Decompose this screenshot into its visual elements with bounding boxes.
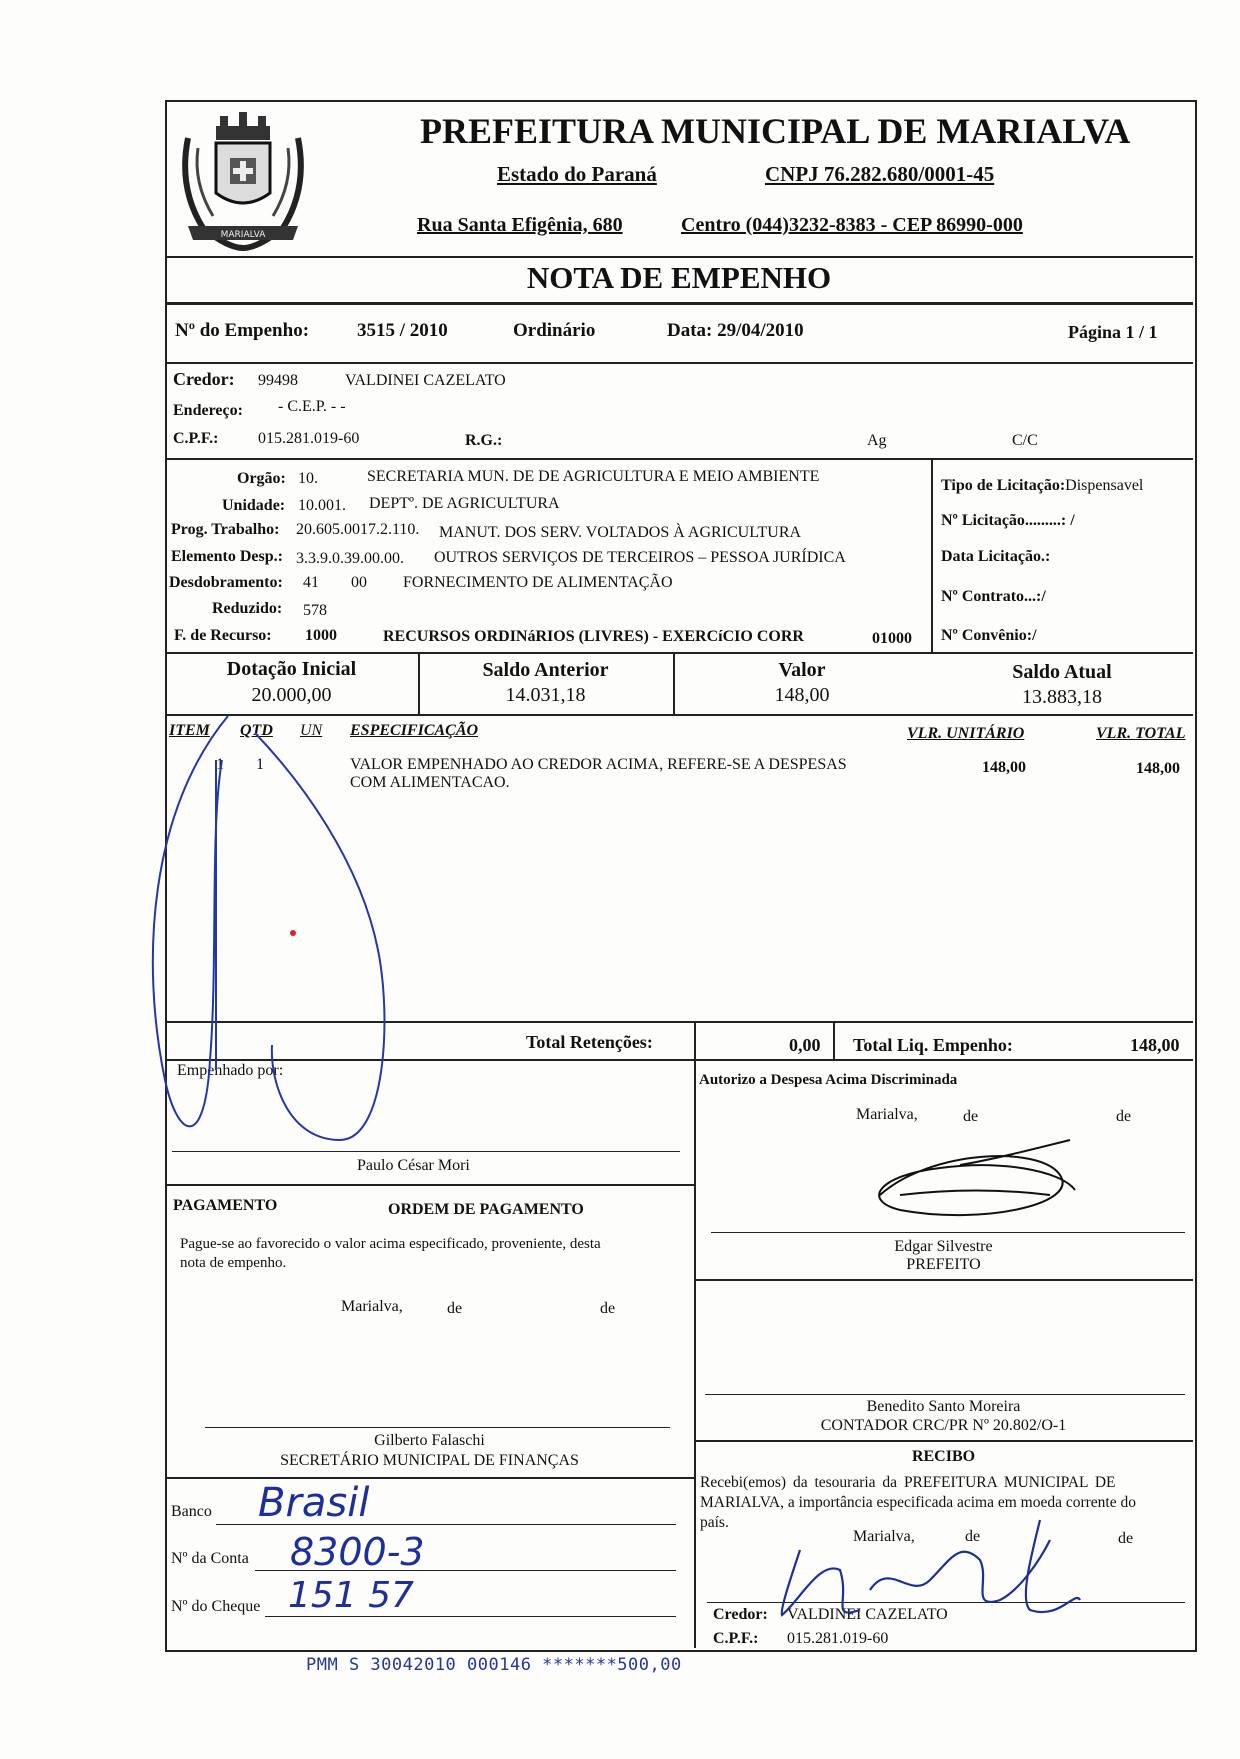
saldo-anterior-label: Saldo Anterior	[482, 659, 609, 681]
row-desc-line2: COM ALIMENTACAO.	[350, 774, 510, 791]
empenho-type: Ordinário	[513, 320, 596, 341]
credor-name: VALDINEI CAZELATO	[345, 372, 506, 389]
tipo-licitacao-value: Dispensavel	[1065, 477, 1144, 494]
col-item: ITEM	[169, 722, 210, 739]
elemento-code: 3.3.9.0.39.00.00.	[296, 550, 404, 567]
endereco-label: Endereço:	[173, 402, 243, 419]
unidade-desc: DEPTº. DE AGRICULTURA	[369, 495, 560, 512]
conta-label: Nº da Conta	[171, 1550, 249, 1567]
cc-label: C/C	[1012, 432, 1038, 449]
elemento-label: Elemento Desp.:	[171, 548, 283, 565]
autorizo-label: Autorizo a Despesa Acima Discriminada	[699, 1072, 958, 1088]
unidade-code: 10.001.	[298, 497, 346, 514]
fonte-label: F. de Recurso:	[174, 627, 272, 644]
empenhado-label: Empenhado por:	[177, 1062, 284, 1079]
ag-label: Ag	[867, 432, 887, 449]
ink-dot	[290, 930, 296, 936]
autorizo-place: Marialva,	[856, 1106, 918, 1123]
row-qtd: 1	[256, 756, 264, 773]
reduzido-label: Reduzido:	[212, 600, 283, 617]
recibo-text-3: país.	[700, 1514, 729, 1531]
desdobramento-code: 41	[303, 574, 319, 591]
elemento-desc: OUTROS SERVIÇOS DE TERCEIROS – PESSOA JURÍDICA	[434, 549, 846, 566]
empenho-number: 3515 / 2010	[357, 320, 448, 341]
saldo-atual-label: Saldo Atual	[1012, 661, 1112, 683]
col-un: UN	[300, 722, 323, 739]
pagamento-de-1: de	[447, 1300, 463, 1317]
row-desc-line1: VALOR EMPENHADO AO CREDOR ACIMA, REFERE-SE A DESPESAS	[350, 756, 847, 773]
row-item: 1	[216, 756, 224, 773]
pagamento-text-2: nota de empenho.	[180, 1255, 287, 1271]
recibo-place: Marialva,	[853, 1528, 915, 1545]
dotacao-value: 20.000,00	[251, 684, 332, 706]
recibo-de-2: de	[1118, 1530, 1134, 1547]
orgao-desc: SECRETARIA MUN. DE DE AGRICULTURA E MEIO AMBIENTE	[367, 468, 820, 485]
recibo-de-1: de	[965, 1528, 981, 1545]
banco-label: Banco	[171, 1503, 212, 1520]
bank-stamp: PMM S 30042010 000146 *******500,00	[306, 1655, 682, 1675]
credor-label: Credor:	[173, 369, 235, 389]
desdobramento-code2: 00	[351, 574, 367, 591]
prefeito-signature	[879, 1140, 1075, 1215]
orgao-label: Orgão:	[237, 470, 286, 487]
endereco-value: - C.E.P. - -	[278, 398, 346, 415]
credor-code: 99498	[258, 372, 298, 389]
document-title: NOTA DE EMPENHO	[526, 260, 832, 295]
num-licitacao-label: Nº Licitação.........: /	[941, 512, 1075, 529]
pagamento-text-1: Pague-se ao favorecido o valor acima especificado, proveniente, desta	[180, 1236, 601, 1252]
cnpj-label: CNPJ 76.282.680/0001-45	[765, 162, 995, 186]
col-vlr-total: VLR. TOTAL	[1096, 725, 1186, 742]
secretario-title: SECRETÁRIO MUNICIPAL DE FINANÇAS	[280, 1452, 579, 1469]
address-label: Rua Santa Efigênia, 680	[417, 214, 623, 236]
recibo-title: RECIBO	[911, 1448, 976, 1465]
empenho-label: Nº do Empenho:	[175, 320, 310, 341]
saldo-anterior-value: 14.031,18	[505, 684, 586, 706]
empenhado-name: Paulo César Mori	[357, 1157, 470, 1174]
autorizo-de-2: de	[1116, 1108, 1132, 1125]
liq-empenho-label: Total Liq. Empenho:	[853, 1035, 1013, 1055]
municipality-title: PREFEITURA MUNICIPAL DE MARIALVA	[420, 111, 1131, 151]
secretario-name: Gilberto Falaschi	[374, 1432, 485, 1449]
col-qtd: QTD	[240, 722, 273, 739]
rg-label: R.G.:	[465, 432, 503, 449]
state-label: Estado do Paraná	[497, 162, 657, 186]
cheque-handwritten: 151 57	[288, 1575, 414, 1616]
desdobramento-label: Desdobramento:	[169, 574, 283, 591]
prog-code: 20.605.0017.2.110.	[296, 521, 420, 538]
cpf-label: C.P.F.:	[173, 430, 219, 447]
fonte-desc: RECURSOS ORDINáRIOS (LIVRES) - EXERCíCIO CORR	[383, 628, 804, 645]
contador-title: CONTADOR CRC/PR Nº 20.802/O-1	[820, 1417, 1067, 1434]
recibo-cpf-label: C.P.F.:	[713, 1630, 759, 1647]
retencoes-label: Total Retenções:	[526, 1032, 653, 1052]
fonte-code2: 01000	[872, 630, 912, 647]
contrato-label: Nº Contrato...:/	[941, 588, 1046, 605]
valor-value: 148,00	[774, 684, 830, 706]
page-number: Página 1 / 1	[1068, 322, 1158, 342]
prefeito-name: Edgar Silvestre	[894, 1238, 993, 1255]
orgao-code: 10.	[298, 470, 318, 487]
prefeito-title: PREFEITO	[906, 1256, 981, 1273]
retencoes-value: 0,00	[789, 1035, 821, 1055]
valor-label: Valor	[778, 659, 826, 681]
banco-handwritten: Brasil	[258, 1480, 370, 1526]
desdobramento-desc: FORNECIMENTO DE ALIMENTAÇÃO	[403, 574, 673, 591]
autorizo-de-1: de	[963, 1108, 979, 1125]
convenio-label: Nº Convênio:/	[941, 627, 1037, 644]
liq-empenho-value: 148,00	[1130, 1035, 1180, 1055]
col-especificacao: ESPECIFICAÇÃO	[350, 722, 479, 739]
empenho-date: Data: 29/04/2010	[667, 320, 804, 341]
tipo-licitacao-key: Tipo de Licitação:	[941, 477, 1066, 494]
credor-signature	[782, 1520, 1080, 1615]
data-licitacao-label: Data Licitação.:	[941, 548, 1051, 565]
ordem-pagamento-label: ORDEM DE PAGAMENTO	[388, 1201, 584, 1218]
row-unit-price: 148,00	[982, 759, 1026, 776]
cheque-label: Nº do Cheque	[171, 1598, 261, 1615]
col-vlr-unitario: VLR. UNITÁRIO	[907, 725, 1025, 742]
pagamento-label: PAGAMENTO	[173, 1197, 278, 1214]
recibo-credor-value: VALDINEI CAZELATO	[787, 1606, 948, 1623]
pagamento-de-2: de	[600, 1300, 616, 1317]
pagamento-place: Marialva,	[341, 1298, 403, 1315]
recibo-text-1: Recebi(emos) da tesouraria da PREFEITURA MUNICIPAL DE	[700, 1474, 1116, 1491]
saldo-atual-value: 13.883,18	[1022, 686, 1102, 708]
dotacao-label: Dotação Inicial	[226, 658, 357, 680]
prog-desc: MANUT. DOS SERV. VOLTADOS À AGRICULTURA	[439, 524, 802, 541]
prog-label: Prog. Trabalho:	[171, 521, 280, 538]
reduzido-code: 578	[303, 602, 327, 619]
contact-label: Centro (044)3232-8383 - CEP 86990-000	[681, 214, 1023, 236]
recibo-text-2: MARIALVA, a importância especificada acima em moeda corrente do	[700, 1494, 1136, 1511]
recibo-cpf-value: 015.281.019-60	[787, 1630, 889, 1647]
cpf-value: 015.281.019-60	[258, 430, 360, 447]
unidade-label: Unidade:	[222, 497, 286, 514]
svg-text:MARIALVA: MARIALVA	[220, 230, 266, 240]
contador-name: Benedito Santo Moreira	[866, 1398, 1021, 1415]
conta-handwritten: 8300-3	[290, 1530, 425, 1574]
row-total: 148,00	[1136, 760, 1180, 777]
recibo-credor-label: Credor:	[713, 1606, 768, 1623]
fonte-code: 1000	[305, 627, 337, 644]
